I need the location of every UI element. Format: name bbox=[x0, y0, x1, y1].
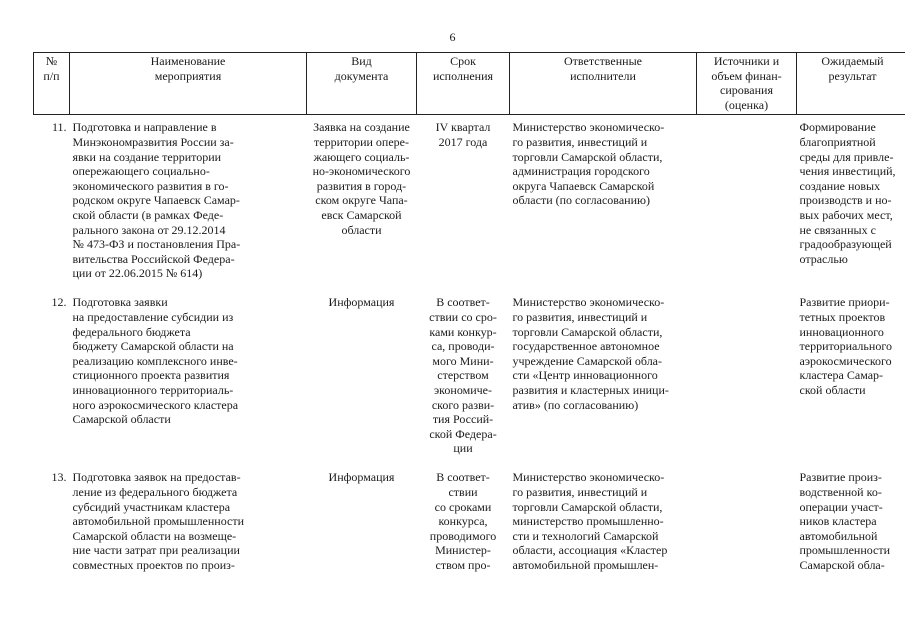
row-number: 13. bbox=[51, 470, 67, 485]
plan-table bbox=[33, 52, 905, 573]
row-funding-sources bbox=[697, 292, 797, 467]
row-executors: Министерство экономическо- го развития, инвестиций и торговли Самарской области, министерство промышленно- сти и технологий Самарской области, ассоциация «Кластер автомобильной промышлен- bbox=[512, 470, 668, 572]
header-num: № п/п bbox=[34, 53, 70, 115]
row-number: 12. bbox=[51, 295, 67, 310]
row-executors: Министерство экономическо- го развития, инвестиций и торговли Самарской области, администрация городского округа Чапаевск Самарской области (по согласованию) bbox=[512, 120, 665, 208]
row-doc-type: Информация bbox=[328, 295, 395, 310]
row-expected-result: Формирование благоприятной среды для привле- чения инвестиций, создание новых производств и но- вых рабочих мест, не связанных с градообразующей отраслью bbox=[799, 120, 896, 266]
header-executors: Ответственные исполнители bbox=[510, 53, 697, 115]
row-funding-sources bbox=[697, 467, 797, 572]
table-row bbox=[34, 292, 905, 467]
row-activity-name: Подготовка заявки на предоставление субсидии из федерального бюджета бюджету Самарской области на реализацию комплексного инве- стиционного проекта развития инновационного территориаль- ного аэрокосмического кластера Самарской области bbox=[72, 295, 239, 427]
table-header-row bbox=[34, 53, 905, 115]
header-doc-type: Вид документа bbox=[307, 53, 417, 115]
header-deadline: Срок исполнения bbox=[417, 53, 510, 115]
row-activity-name: Подготовка и направление в Минэкономразвития России за- явки на создание территории опережающего социально- экономического развития в го- родском округе Чапаевск Самар- ской области (в рамках Феде- рального закона от 29.12.2014 № 473-ФЗ и постановления Пра- вительства Российской Федера- ции от 22.06.2015 № 614) bbox=[72, 120, 241, 281]
row-doc-type: Информация bbox=[328, 470, 395, 485]
row-deadline: В соответ- ствии со сроками конкурса, проводимого Министер- ством про- bbox=[429, 470, 497, 572]
row-deadline: В соответ- ствии со сро- ками конкур- са, проводи- мого Мини- стерством экономиче- ского разви- тия Россий- ской Федера- ции bbox=[429, 295, 497, 456]
header-funding-sources: Источники и объем финан- сирования (оценка) bbox=[697, 53, 797, 115]
page-number: 6 bbox=[449, 30, 456, 44]
row-number: 11. bbox=[51, 120, 67, 135]
row-activity-name: Подготовка заявок на предостав- ление из федерального бюджета субсидий участникам кластера автомобильной промышленности Самарской области на возмеще- ние части затрат при реализации совместных проектов по произ- bbox=[72, 470, 245, 572]
header-name: Наименование мероприятия bbox=[70, 53, 307, 115]
row-expected-result: Развитие произ- водственной ко- операции участ- ников кластера автомобильной промышленности Самарской обла- bbox=[799, 470, 891, 572]
table-row bbox=[34, 467, 905, 572]
table-row bbox=[34, 115, 905, 293]
row-executors: Министерство экономическо- го развития, инвестиций и торговли Самарской области, государственное автономное учреждение Самарской обла- сти «Центр инновационного развития и кластерных иници- атив» (по согласованию) bbox=[512, 295, 669, 412]
row-deadline: IV квартал 2017 года bbox=[435, 120, 491, 149]
row-funding-sources bbox=[697, 115, 797, 293]
row-doc-type: Заявка на создание территории опере- жающего социаль- но-экономического развития в город- ском округе Чапа- евск Самарской области bbox=[312, 120, 411, 237]
row-expected-result: Развитие приори- тетных проектов инновационного территориального аэрокосмического кластера Самар- ской области bbox=[799, 295, 892, 397]
header-expected-result: Ожидаемый результат bbox=[797, 53, 905, 115]
